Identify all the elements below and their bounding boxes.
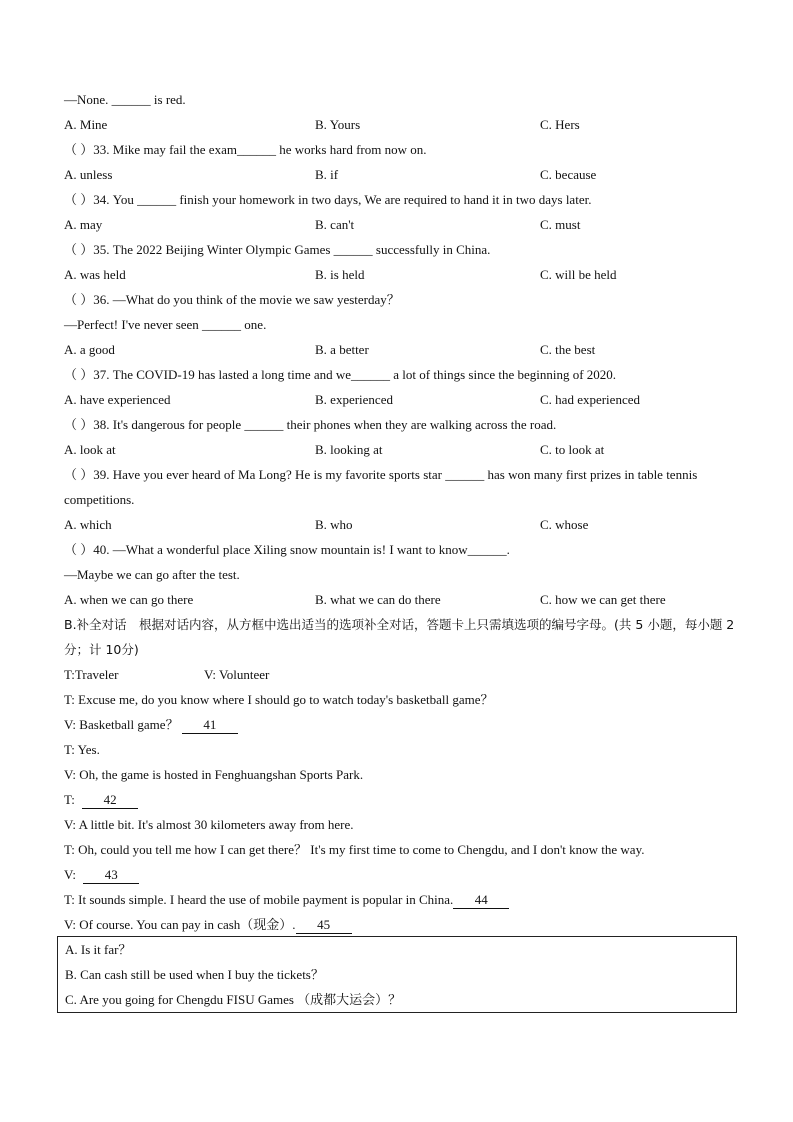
blank-42: 42 [82,791,138,809]
question-40-options [64,587,737,612]
question-35-options [64,262,737,287]
question-32-options [64,112,737,137]
question-40-reply: —Maybe we can go after the test. [64,567,240,582]
section-b-instructions: B.补全对话 根据对话内容，从方框中选出适当的选项补全对话，答题卡上只需填选项的编号字母。(共 5 小题，每小题 2分；计 10分) [64,617,735,657]
question-37-options [64,387,737,412]
option-c: C. to look at [540,442,605,457]
option-a: A. have experienced [64,392,171,407]
option-b: B. what we can do there [315,592,441,607]
dialogue-line: V: Of course. You can pay in cash（现金）. 45 [64,912,737,937]
option-c: C. how we can get there [540,592,666,607]
exam-page [64,87,737,937]
option-b: B. experienced [315,392,393,407]
box-option-b: B. Can cash still be used when I buy the tickets？ [65,967,324,982]
option-c: C. Hers [540,117,580,132]
question-34-options [64,212,737,237]
dialogue-line: T: Oh, could you tell me how I can get there？ It's my first time to come to Chengdu, and I don't know the way. [64,842,645,857]
question-36-reply: —Perfect! I've never seen ______ one. [64,317,267,332]
option-c: C. whose [540,517,589,532]
role-volunteer: V: Volunteer [204,667,270,682]
option-a: A. unless [64,167,113,182]
dialogue-line: T: Yes. [64,742,100,757]
option-a: A. may [64,217,103,232]
question-39: （ ）39. Have you ever heard of Ma Long? He is my favorite sports star ______ has won many first prizes in table tennis competitions. [64,467,698,507]
question-36-options [64,337,737,362]
option-a: A. was held [64,267,126,282]
option-b: B. looking at [315,442,383,457]
dialogue-line: T: 42 [64,787,737,812]
question-33-options [64,162,737,187]
dialogue-line: V: Oh, the game is hosted in Fenghuangshan Sports Park. [64,767,364,782]
option-b: B. Yours [315,117,361,132]
option-b: B. if [315,167,339,182]
option-c: C. the best [540,342,596,357]
option-b: B. a better [315,342,369,357]
question-35: （ ）35. The 2022 Beijing Winter Olympic Games ______ successfully in China. [64,242,491,257]
dialogue-line: V: A little bit. It's almost 30 kilometers away from here. [64,817,354,832]
box-option-a: A. Is it far？ [65,942,132,957]
question-33: （ ）33. Mike may fail the exam______ he works hard from now on. [64,142,427,157]
options-box [57,936,737,1013]
option-a: A. which [64,517,112,532]
option-c: C. must [540,217,581,232]
option-a: A. Mine [64,117,108,132]
option-a: A. when we can go there [64,592,194,607]
box-option-c: C. Are you going for Chengdu FISU Games （成都大运会）？ [65,992,402,1007]
option-c: C. because [540,167,597,182]
dialogue-roles [64,662,737,687]
dialogue-line: V: Basketball game？ 41 [64,712,737,737]
blank-43: 43 [83,866,139,884]
question-38: （ ）38. It's dangerous for people ______ their phones when they are walking across the road. [64,417,557,432]
blank-44: 44 [453,891,509,909]
question-34: （ ）34. You ______ finish your homework in two days, We are required to hand it in two days later. [64,192,592,207]
option-b: B. can't [315,217,355,232]
option-a: A. look at [64,442,116,457]
question-38-options [64,437,737,462]
option-b: B. is held [315,267,365,282]
question-40: （ ）40. —What a wonderful place Xiling snow mountain is! I want to know______. [64,542,510,557]
question-39-options [64,512,737,537]
dialogue-line: T: It sounds simple. I heard the use of mobile payment is popular in China. 44 [64,887,737,912]
question-32-reply: —None. ______ is red. [64,92,186,107]
dialogue-line: T: Excuse me, do you know where I should go to watch today's basketball game？ [64,692,494,707]
option-a: A. a good [64,342,115,357]
option-c: C. had experienced [540,392,640,407]
option-b: B. who [315,517,353,532]
option-c: C. will be held [540,267,617,282]
question-37: （ ）37. The COVID-19 has lasted a long time and we______ a lot of things since the beginning of 2020. [64,367,617,382]
blank-45: 45 [296,916,352,934]
role-traveler: T:Traveler [64,667,119,682]
blank-41: 41 [182,716,238,734]
question-36: （ ）36. —What do you think of the movie we saw yesterday？ [64,292,400,307]
dialogue-line: V: 43 [64,862,737,887]
